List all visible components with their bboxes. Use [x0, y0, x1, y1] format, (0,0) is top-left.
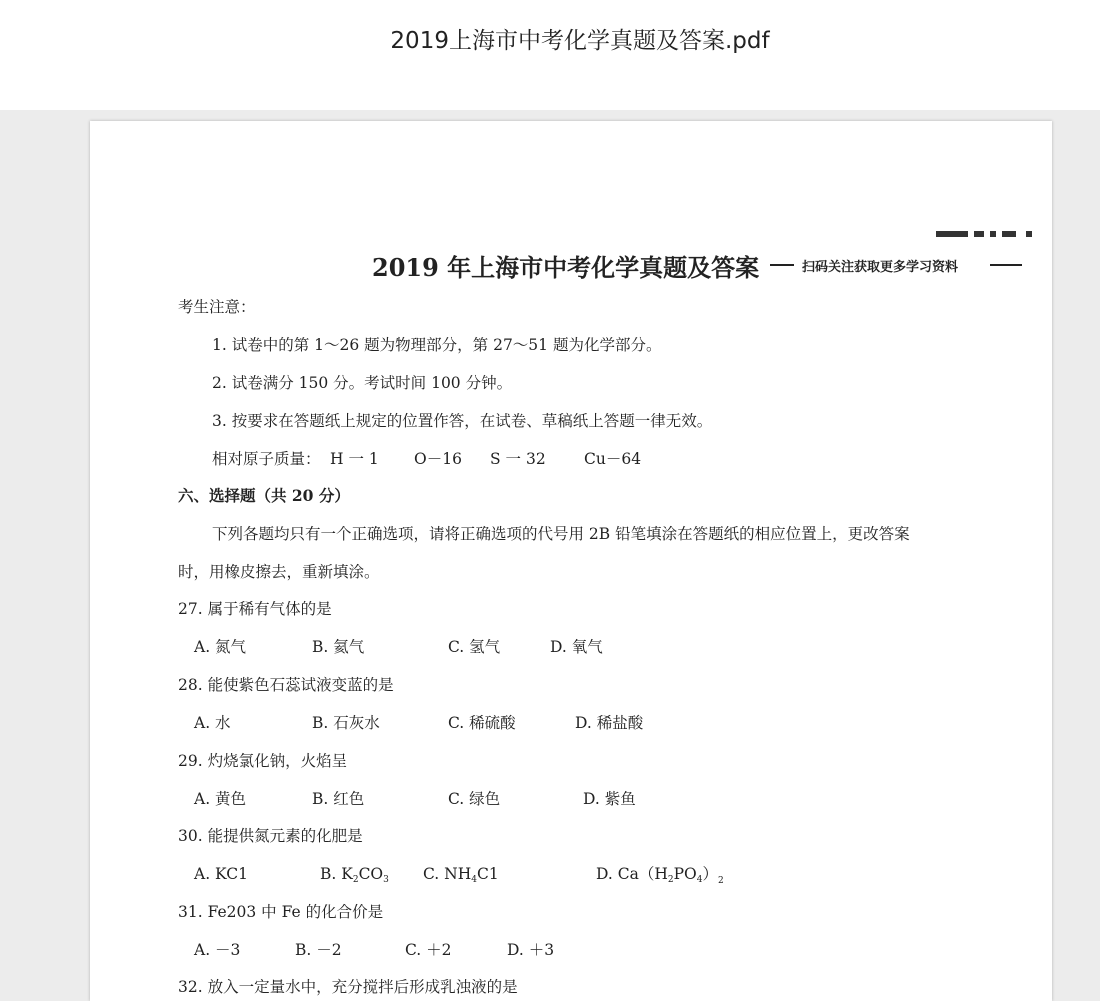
q30-option-a: A. KC1: [194, 865, 248, 883]
q27-option-a: A. 氮气: [194, 638, 247, 656]
q29-option-a: A. 黄色: [194, 790, 247, 808]
question-31: 31. Fe203 中 Fe 的化合价是: [178, 903, 384, 921]
q28-option-d: D. 稀盐酸: [575, 714, 644, 732]
q30-option-b: B. $K_2CO_3$: [320, 865, 389, 885]
q28-option-b: B. 石灰水: [312, 714, 380, 732]
q28-option-c: C. 稀硫酸: [448, 714, 516, 732]
viewer-header: [0, 0, 1100, 110]
section-heading: 六、选择题（共 20 分）: [178, 486, 350, 505]
notice-heading: 考生注意：: [178, 298, 256, 316]
pdf-page[interactable]: [90, 121, 1052, 1001]
q27-option-b: B. 氦气: [312, 638, 365, 656]
question-27: 27. 属于稀有气体的是: [178, 600, 332, 618]
q31-option-b: B. －2: [295, 941, 342, 959]
atomic-mass-o: O－16: [414, 450, 462, 468]
instructions-line-2: 时，用橡皮擦去，重新填涂。: [178, 563, 380, 581]
file-title: 2019上海市中考化学真题及答案.pdf: [390, 28, 770, 54]
q27-option-d: D. 氧气: [550, 638, 603, 656]
q29-option-c: C. 绿色: [448, 790, 501, 808]
q31-option-c: C. ＋2: [405, 941, 452, 959]
q27-option-c: C. 氢气: [448, 638, 501, 656]
notice-1: 1. 试卷中的第 1～26 题为物理部分，第 27～51 题为化学部分。: [212, 336, 662, 354]
qr-note: 扫码关注获取更多学习资料: [802, 260, 959, 275]
q30-option-c: C. $NH_4C1$: [423, 865, 499, 885]
notice-3: 3. 按要求在答题纸上规定的位置作答，在试卷、草稿纸上答题一律无效。: [212, 412, 713, 430]
atomic-mass-cu: Cu－64: [584, 450, 642, 468]
notice-2: 2. 试卷满分 150 分。考试时间 100 分钟。: [212, 374, 513, 392]
question-30: 30. 能提供氮元素的化肥是: [178, 827, 363, 845]
atomic-mass-label: 相对原子质量：: [212, 450, 321, 468]
question-28: 28. 能使紫色石蕊试液变蓝的是: [178, 676, 394, 694]
atomic-mass-s: S 一 32: [490, 450, 546, 468]
instructions-line-1: 下列各题均只有一个正确选项，请将正确选项的代号用 2B 铅笔填涂在答题纸的相应位置上，更改答案: [212, 525, 910, 543]
q31-option-d: D. ＋3: [507, 941, 555, 959]
q28-option-a: A. 水: [194, 714, 231, 732]
q29-option-d: D. 紫鱼: [583, 790, 636, 808]
document-title: 2019 年上海市中考化学真题及答案: [372, 253, 760, 282]
atomic-mass-h: H 一 1: [330, 450, 379, 468]
corner-mark: [936, 231, 1032, 237]
q29-option-b: B. 红色: [312, 790, 365, 808]
title-dash-right: [990, 264, 1022, 266]
question-32: 32. 放入一定量水中，充分搅拌后形成乳浊液的是: [178, 978, 518, 996]
q31-option-a: A. －3: [194, 941, 241, 959]
title-dash-left: [770, 264, 794, 266]
q30-option-d: D. $Ca(H_2PO_4)_2$: [596, 865, 724, 886]
question-29: 29. 灼烧氯化钠，火焰呈: [178, 752, 348, 770]
